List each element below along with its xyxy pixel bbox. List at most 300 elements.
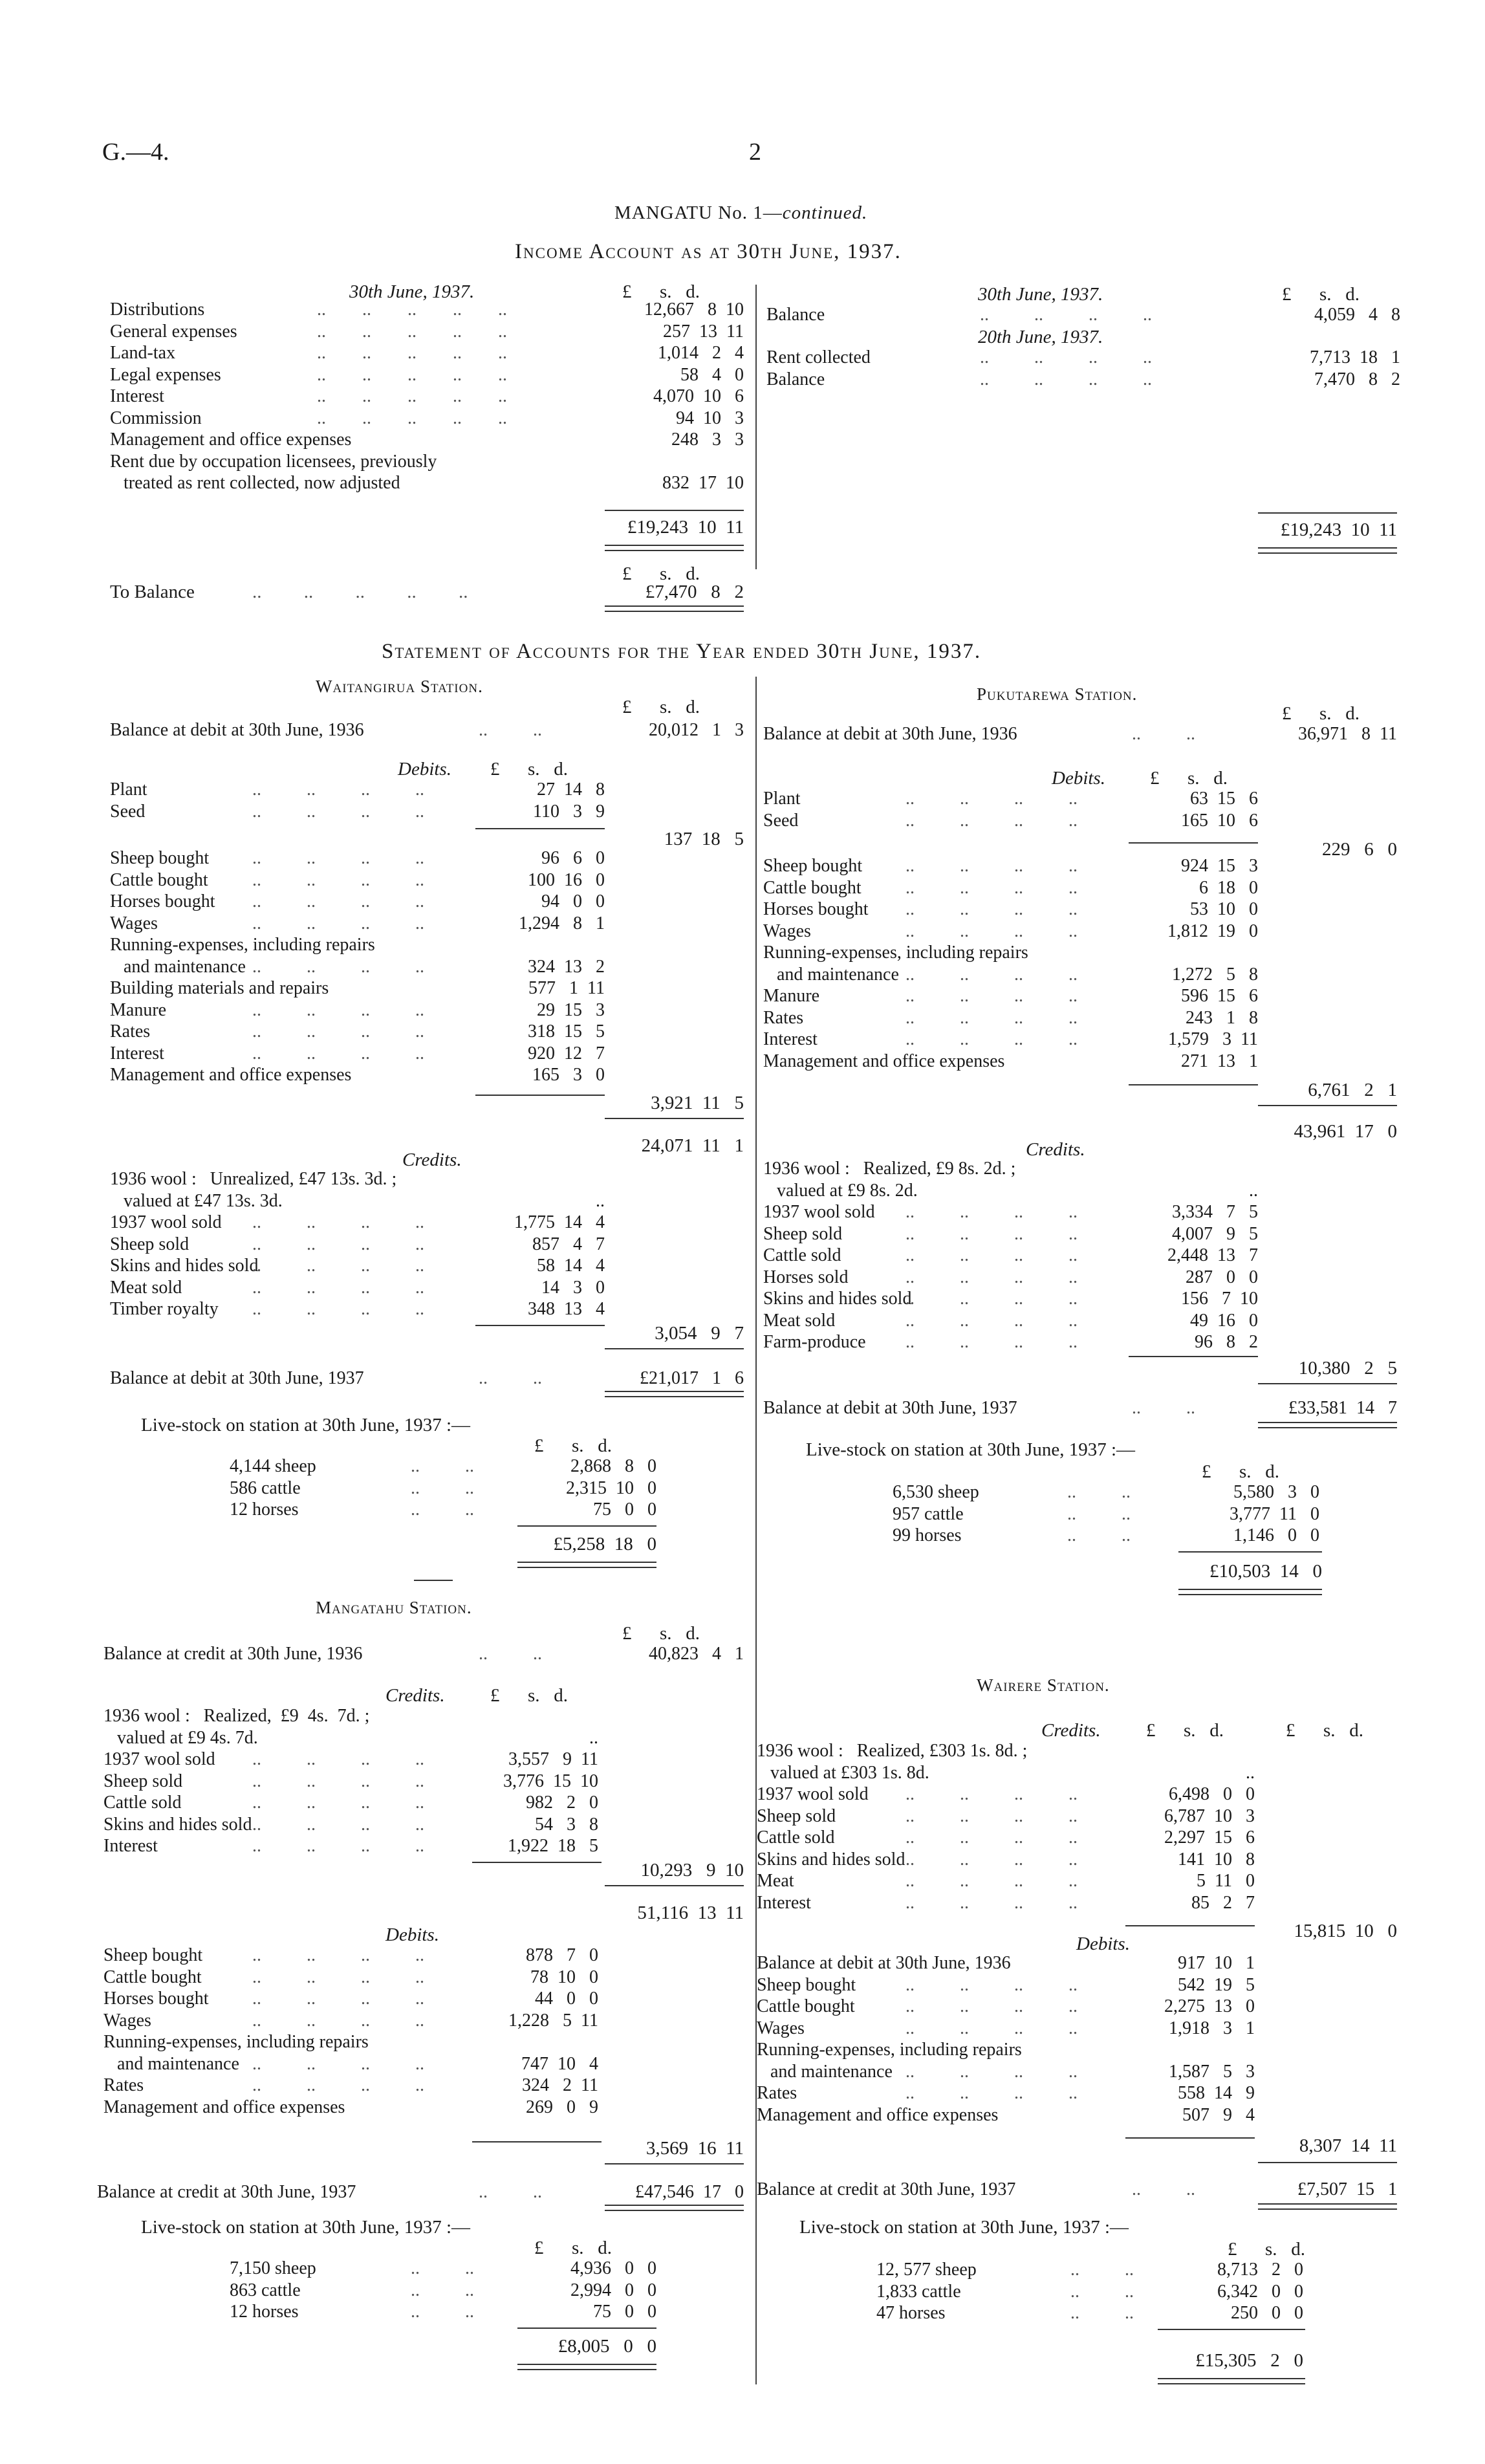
ledger-row-label: Wages bbox=[757, 2018, 805, 2038]
ledger-row bbox=[103, 2031, 744, 2053]
ledger-row-label: 7,150 sheep bbox=[230, 2258, 316, 2278]
wairere-credits-heading: Credits. bbox=[1041, 1720, 1101, 1741]
currency-header: £ s. d. bbox=[490, 1685, 569, 1706]
ledger-row bbox=[110, 1212, 744, 1234]
wairere-title: Wairere Station. bbox=[977, 1675, 1110, 1695]
leader-dots: .. .. .. .. bbox=[905, 1332, 1078, 1352]
leader-dots: .. .. .. .. bbox=[905, 899, 1078, 919]
ledger-row-label: Management and office expenses bbox=[757, 2104, 999, 2125]
mangatahu-subtotal: 51,116 13 11 bbox=[637, 1903, 744, 1923]
ledger-row bbox=[110, 999, 744, 1021]
ledger-row-label: Meat sold bbox=[110, 1277, 182, 1298]
leader-dots: .. .. .. .. bbox=[905, 1289, 1078, 1309]
ledger-row-amount: 917 10 1 bbox=[1178, 1953, 1255, 1973]
leader-dots: .. .. .. .. bbox=[905, 2061, 1078, 2082]
ledger-row-label: 863 cattle bbox=[230, 2280, 301, 2300]
leader-dots: .. .. .. .. bbox=[905, 986, 1078, 1006]
leader-dots: .. .. bbox=[411, 2258, 474, 2278]
ledger-row-amount: 1,587 5 3 bbox=[1169, 2061, 1255, 2082]
double-rule bbox=[517, 1562, 656, 1568]
ledger-row bbox=[876, 2302, 1303, 2324]
ledger-row-label: 957 cattle bbox=[893, 1503, 964, 1524]
leader-dots: .. .. .. .. .. bbox=[317, 300, 507, 320]
ledger-row-amount: £7,507 15 1 bbox=[1297, 2179, 1397, 2199]
leader-dots: .. .. .. .. bbox=[905, 856, 1078, 876]
ledger-row bbox=[893, 1481, 1319, 1503]
rule bbox=[1178, 1551, 1322, 1553]
ledger-row-label: Meat bbox=[757, 1871, 794, 1891]
ledger-row-amount: 324 13 2 bbox=[528, 956, 605, 977]
ledger-row-amount: 4,936 0 0 bbox=[570, 2258, 656, 2278]
leader-dots: .. .. .. .. bbox=[980, 347, 1152, 367]
ledger-row-amount: 7,713 18 1 bbox=[1310, 347, 1400, 367]
leader-dots: .. .. .. .. bbox=[252, 1967, 424, 1987]
ledger-row-label: Cattle sold bbox=[757, 1827, 835, 1848]
ledger-row bbox=[110, 1021, 744, 1043]
ledger-row-amount: 243 1 8 bbox=[1186, 1007, 1258, 1028]
pukutarewa-livestock-total: £10,503 14 0 bbox=[1209, 1561, 1322, 1582]
ledger-row-label: Meat sold bbox=[763, 1310, 836, 1331]
leader-dots: .. .. bbox=[479, 720, 542, 740]
ledger-row-label: Cattle bought bbox=[110, 869, 208, 890]
ledger-row-amount: 2,868 8 0 bbox=[570, 1456, 656, 1476]
ledger-row-label: Running-expenses, including repairs bbox=[763, 943, 1028, 963]
ledger-row-amount: 5,580 3 0 bbox=[1233, 1482, 1319, 1502]
ledger-row-amount: 3,777 11 0 bbox=[1230, 1503, 1319, 1524]
leader-dots: .. .. .. .. bbox=[905, 1245, 1078, 1265]
leader-dots: .. .. .. .. bbox=[252, 1212, 424, 1232]
leader-dots: .. .. .. .. bbox=[252, 1836, 424, 1856]
ledger-row-label: Sheep sold bbox=[757, 1805, 836, 1826]
ledger-row bbox=[110, 429, 744, 451]
leader-dots: .. .. .. .. bbox=[905, 1974, 1078, 1995]
leader-dots: .. .. .. .. bbox=[905, 1827, 1078, 1848]
ledger-row-label: Interest bbox=[757, 1892, 811, 1913]
ledger-row bbox=[110, 869, 744, 891]
income-to-balance-currency: £ s. d. bbox=[622, 563, 700, 584]
ledger-row-amount: 58 14 4 bbox=[537, 1256, 605, 1276]
leader-dots: .. .. .. .. bbox=[905, 964, 1078, 985]
ledger-row-label: 12 horses bbox=[230, 1499, 299, 1520]
leader-dots: .. .. .. .. bbox=[905, 877, 1078, 898]
ledger-row bbox=[763, 1007, 1397, 1029]
currency-header: £ s. d. bbox=[534, 2238, 612, 2258]
ledger-row bbox=[230, 1456, 656, 1477]
waitangirua-debits-heading: Debits. bbox=[398, 759, 451, 780]
income-right-total: £19,243 10 11 bbox=[1280, 519, 1397, 540]
column-divider bbox=[755, 677, 757, 2384]
leader-dots: .. .. .. .. bbox=[252, 956, 424, 977]
ledger-row-amount: .. bbox=[1249, 1180, 1258, 1201]
leader-dots: .. .. .. .. bbox=[252, 1256, 424, 1276]
leader-dots: .. .. .. .. .. bbox=[252, 582, 468, 602]
pukutarewa-group1-total: 229 6 0 bbox=[1322, 839, 1397, 860]
ledger-row-amount: 94 0 0 bbox=[541, 891, 605, 911]
rule bbox=[1129, 1084, 1258, 1085]
ledger-row-amount: 1,812 19 0 bbox=[1167, 921, 1258, 941]
leader-dots: .. .. .. .. bbox=[905, 1892, 1078, 1913]
leader-dots: .. .. .. .. bbox=[252, 891, 424, 911]
ledger-row bbox=[103, 1643, 744, 1665]
rule bbox=[517, 1525, 656, 1527]
ledger-row-label: 6,530 sheep bbox=[893, 1482, 979, 1502]
rule bbox=[1258, 2162, 1397, 2163]
ledger-row-amount: 6 18 0 bbox=[1199, 877, 1258, 898]
ledger-row-label: Sheep sold bbox=[763, 1223, 843, 1244]
ledger-row-amount: 85 2 7 bbox=[1191, 1892, 1255, 1913]
ledger-row bbox=[110, 934, 744, 956]
ledger-row-amount: 7,470 8 2 bbox=[1314, 369, 1400, 389]
ledger-row bbox=[103, 1705, 744, 1727]
ledger-row-amount: 96 8 2 bbox=[1195, 1332, 1258, 1352]
ledger-row bbox=[103, 1835, 744, 1857]
ledger-row bbox=[230, 1477, 656, 1499]
mangatahu-livestock-total: £8,005 0 0 bbox=[558, 2336, 656, 2357]
ledger-row-label: 1937 wool sold bbox=[110, 1212, 222, 1232]
leader-dots: .. .. .. .. bbox=[905, 1007, 1078, 1028]
leader-dots: .. .. .. .. bbox=[252, 1749, 424, 1769]
currency-header: £ s. d. bbox=[622, 1623, 700, 1644]
rule bbox=[1129, 842, 1258, 844]
ledger-row-amount: 596 15 6 bbox=[1181, 986, 1258, 1006]
mangatahu-debits-total: 3,569 16 11 bbox=[645, 2138, 744, 2159]
ledger-row bbox=[763, 942, 1397, 964]
ledger-row bbox=[876, 2281, 1303, 2303]
ledger-row-label: 47 horses bbox=[876, 2303, 946, 2323]
wairere-livestock-total: £15,305 2 0 bbox=[1195, 2350, 1303, 2371]
ledger-row-label: Cattle sold bbox=[103, 1793, 182, 1813]
ledger-row bbox=[763, 723, 1397, 745]
ledger-row bbox=[230, 2301, 656, 2323]
leader-dots: .. .. .. .. bbox=[252, 1793, 424, 1813]
ledger-row bbox=[110, 386, 744, 408]
double-rule bbox=[1258, 547, 1397, 554]
leader-dots: .. .. .. .. .. bbox=[317, 386, 507, 406]
ledger-row bbox=[110, 1277, 744, 1299]
pukutarewa-credits-heading: Credits. bbox=[1026, 1139, 1085, 1160]
currency-header: £ s. d. bbox=[1146, 1720, 1224, 1741]
ledger-row-label: Sheep bought bbox=[763, 856, 863, 876]
ledger-row-amount: 100 16 0 bbox=[528, 869, 605, 890]
leader-dots: .. .. .. .. bbox=[980, 369, 1152, 389]
separator bbox=[414, 1580, 453, 1581]
leader-dots: .. .. bbox=[411, 2302, 474, 2322]
ledger-row-amount: 287 0 0 bbox=[1186, 1267, 1258, 1287]
waitangirua-credits-total: 3,054 9 7 bbox=[655, 1323, 744, 1344]
ledger-row-label: Skins and hides sold bbox=[110, 1256, 259, 1276]
ledger-row bbox=[103, 2010, 744, 2032]
ledger-row-amount: 141 10 8 bbox=[1178, 1849, 1255, 1870]
ledger-row bbox=[110, 779, 744, 801]
ledger-row-label: Balance at debit at 30th June, 1936 bbox=[757, 1953, 1011, 1973]
ledger-row-amount: £33,581 14 7 bbox=[1288, 1398, 1397, 1418]
ledger-row bbox=[763, 1180, 1397, 1202]
ledger-row-amount: 54 3 8 bbox=[535, 1814, 598, 1835]
ledger-row-amount: 63 15 6 bbox=[1190, 789, 1258, 809]
ledger-row bbox=[110, 719, 744, 741]
ledger-row-amount: 3,334 7 5 bbox=[1172, 1202, 1258, 1222]
ledger-row-amount: .. bbox=[1246, 1762, 1255, 1783]
ledger-row-amount: 1,228 5 11 bbox=[508, 2010, 598, 2031]
ledger-row bbox=[757, 1805, 1397, 1827]
ledger-row-amount: 1,294 8 1 bbox=[519, 913, 605, 933]
leader-dots: .. .. .. .. bbox=[905, 1784, 1078, 1804]
ledger-row bbox=[893, 1525, 1319, 1547]
ledger-row-label: Distributions bbox=[110, 300, 205, 320]
ledger-row-amount: 2,315 10 0 bbox=[566, 1477, 656, 1498]
ledger-row bbox=[763, 1288, 1397, 1310]
ledger-row-amount: 27 14 8 bbox=[537, 780, 605, 800]
ledger-row-label: Balance at debit at 30th June, 1936 bbox=[110, 720, 364, 740]
leader-dots: .. .. .. .. bbox=[905, 1849, 1078, 1870]
ledger-row-label: Horses sold bbox=[763, 1267, 849, 1287]
leader-dots: .. .. .. .. bbox=[905, 1805, 1078, 1826]
ledger-row-amount: 2,297 15 6 bbox=[1164, 1827, 1255, 1848]
ledger-row-label: Land-tax bbox=[110, 343, 176, 363]
ledger-row-amount: 6,342 0 0 bbox=[1217, 2281, 1303, 2302]
ledger-row bbox=[763, 1201, 1397, 1223]
waitangirua-credits-heading: Credits. bbox=[402, 1150, 462, 1170]
currency-header: £ s. d. bbox=[490, 759, 569, 780]
ledger-row-label: valued at £9 8s. 2d. bbox=[763, 1180, 918, 1201]
ledger-row-amount: 318 15 5 bbox=[528, 1021, 605, 1041]
ledger-row bbox=[230, 2280, 656, 2302]
ledger-row-label: Legal expenses bbox=[110, 364, 221, 385]
leader-dots: .. .. bbox=[411, 1456, 474, 1476]
ledger-row-label: and maintenance bbox=[757, 2061, 893, 2082]
ledger-row bbox=[103, 1749, 744, 1771]
leader-dots: .. .. bbox=[1132, 724, 1195, 744]
leader-dots: .. .. .. .. .. bbox=[317, 364, 507, 385]
ledger-row bbox=[757, 1974, 1397, 1996]
ledger-row bbox=[763, 1158, 1397, 1180]
mangatahu-livestock-heading: Live-stock on station at 30th June, 1937 :— bbox=[141, 2217, 471, 2238]
ledger-row-amount: 250 0 0 bbox=[1231, 2303, 1303, 2323]
ledger-row bbox=[110, 472, 744, 494]
ledger-row-amount: 257 13 11 bbox=[663, 321, 744, 342]
leader-dots: .. .. .. .. bbox=[905, 1029, 1078, 1049]
ledger-row bbox=[763, 788, 1397, 810]
double-rule bbox=[605, 2205, 744, 2211]
ledger-row bbox=[110, 1298, 744, 1320]
ledger-row-amount: 1,918 3 1 bbox=[1169, 2018, 1255, 2038]
leader-dots: .. .. .. .. bbox=[252, 801, 424, 822]
ledger-row bbox=[110, 956, 744, 978]
ledger-row-label: Cattle sold bbox=[763, 1245, 841, 1265]
rule bbox=[517, 2328, 656, 2329]
ledger-row-amount: 920 12 7 bbox=[528, 1043, 605, 1063]
ledger-row-label: Interest bbox=[103, 1836, 158, 1856]
income-right-date-2: 20th June, 1937. bbox=[978, 327, 1103, 347]
ledger-row-amount: 878 7 0 bbox=[526, 1945, 598, 1965]
ledger-row-label: Seed bbox=[110, 801, 146, 822]
leader-dots: .. .. bbox=[1067, 1525, 1131, 1545]
leader-dots: .. .. .. .. bbox=[905, 1996, 1078, 2016]
leader-dots: .. .. .. .. bbox=[252, 2053, 424, 2074]
ledger-row bbox=[766, 347, 1400, 369]
rule bbox=[475, 1325, 605, 1326]
ledger-row bbox=[757, 1870, 1397, 1892]
ledger-row-amount: 2,275 13 0 bbox=[1164, 1996, 1255, 2016]
leader-dots: .. .. .. .. bbox=[905, 921, 1078, 941]
ledger-row bbox=[763, 1310, 1397, 1332]
ledger-row-amount: 4,007 9 5 bbox=[1172, 1223, 1258, 1244]
ledger-row-label: 1937 wool sold bbox=[757, 1784, 869, 1804]
page-reference: G.—4. bbox=[102, 138, 169, 166]
wairere-livestock-heading: Live-stock on station at 30th June, 1937 :— bbox=[799, 2217, 1129, 2238]
ledger-row bbox=[757, 1762, 1397, 1784]
ledger-row-amount: 1,922 18 5 bbox=[508, 1836, 598, 1856]
ledger-row-amount: 53 10 0 bbox=[1190, 899, 1258, 919]
ledger-row-label: 586 cattle bbox=[230, 1477, 301, 1498]
ledger-row-label: Rent collected bbox=[766, 347, 871, 367]
rule bbox=[1258, 1105, 1397, 1106]
ledger-row-amount: 6,787 10 3 bbox=[1164, 1805, 1255, 1826]
ledger-row bbox=[766, 369, 1400, 391]
ledger-row-amount: 1,146 0 0 bbox=[1233, 1525, 1319, 1545]
ledger-row bbox=[763, 855, 1397, 877]
ledger-row bbox=[103, 1771, 744, 1793]
ledger-row-label: 1936 wool : Unrealized, £47 13s. 3d. ; bbox=[110, 1169, 397, 1189]
pukutarewa-livestock-heading: Live-stock on station at 30th June, 1937 :— bbox=[806, 1439, 1136, 1460]
ledger-row-amount: 14 3 0 bbox=[541, 1277, 605, 1298]
leader-dots: .. .. .. .. .. bbox=[317, 321, 507, 342]
leader-dots: .. .. bbox=[1070, 2303, 1134, 2323]
leader-dots: .. .. .. .. bbox=[252, 1989, 424, 2009]
leader-dots: .. .. .. .. bbox=[905, 789, 1078, 809]
ledger-row bbox=[757, 1849, 1397, 1871]
ledger-row-amount: 1,775 14 4 bbox=[514, 1212, 605, 1232]
ledger-row-amount: 271 13 1 bbox=[1181, 1051, 1258, 1071]
ledger-row bbox=[103, 1792, 744, 1814]
double-rule bbox=[1258, 1422, 1397, 1428]
ledger-row-label: Manure bbox=[110, 999, 167, 1020]
ledger-row-label: 1936 wool : Realized, £9 4s. 7d. ; bbox=[103, 1706, 370, 1726]
ledger-row bbox=[763, 1223, 1397, 1245]
to-balance-label: To Balance bbox=[110, 582, 195, 602]
leader-dots: .. .. .. .. bbox=[905, 1223, 1078, 1244]
ledger-row-label: and maintenance bbox=[763, 964, 899, 985]
ledger-row bbox=[757, 1740, 1397, 1762]
ledger-row bbox=[763, 899, 1397, 921]
ledger-row-label: 1,833 cattle bbox=[876, 2281, 961, 2302]
ledger-row-amount: 348 13 4 bbox=[528, 1299, 605, 1319]
ledger-row-amount: 36,971 8 11 bbox=[1298, 724, 1397, 744]
ledger-row bbox=[110, 1190, 744, 1212]
rule bbox=[1129, 1356, 1258, 1357]
ledger-row-label: Balance at debit at 30th June, 1936 bbox=[763, 724, 1017, 744]
ledger-row-amount: 2,994 0 0 bbox=[570, 2280, 656, 2300]
ledger-row bbox=[763, 985, 1397, 1007]
ledger-row-label: 99 horses bbox=[893, 1525, 962, 1545]
ledger-row-label: Farm-produce bbox=[763, 1332, 866, 1352]
ledger-row-amount: .. bbox=[596, 1190, 605, 1211]
ledger-row bbox=[763, 1245, 1397, 1267]
leader-dots: .. .. .. .. bbox=[980, 305, 1152, 325]
running-title: MANGATU No. 1—continued. bbox=[614, 202, 868, 223]
ledger-row-amount: 96 6 0 bbox=[541, 848, 605, 868]
ledger-row-amount: 3,557 9 11 bbox=[508, 1749, 598, 1769]
ledger-row-label: Balance at credit at 30th June, 1937 bbox=[757, 2179, 1016, 2199]
leader-dots: .. .. .. .. bbox=[252, 1771, 424, 1791]
ledger-row-amount: 248 3 3 bbox=[671, 430, 744, 450]
leader-dots: .. .. bbox=[479, 1644, 542, 1664]
ledger-row bbox=[757, 2061, 1397, 2083]
ledger-row-label: 1936 wool : Realized, £9 8s. 2d. ; bbox=[763, 1159, 1016, 1179]
ledger-row-amount: 49 16 0 bbox=[1190, 1310, 1258, 1331]
leader-dots: .. .. bbox=[411, 1477, 474, 1498]
ledger-row bbox=[757, 2104, 1397, 2126]
ledger-row bbox=[103, 2075, 744, 2097]
rule bbox=[1125, 1925, 1255, 1926]
ledger-row bbox=[103, 1814, 744, 1836]
ledger-row bbox=[763, 1331, 1397, 1353]
leader-dots: .. .. .. .. bbox=[252, 913, 424, 933]
wairere-debits-total: 8,307 14 11 bbox=[1299, 2135, 1397, 2156]
rule bbox=[1258, 1383, 1397, 1384]
rule bbox=[605, 1885, 744, 1886]
ledger-row bbox=[110, 1168, 744, 1190]
leader-dots: .. .. bbox=[479, 2182, 542, 2202]
ledger-row-label: and maintenance bbox=[103, 2053, 239, 2074]
ledger-row-label: Plant bbox=[110, 780, 147, 800]
ledger-row-label: Balance bbox=[766, 305, 825, 325]
ledger-row-label: 1937 wool sold bbox=[103, 1749, 215, 1769]
ledger-row bbox=[230, 1499, 656, 1521]
ledger-row-amount: 2,448 13 7 bbox=[1167, 1245, 1258, 1265]
ledger-row-amount: 324 2 11 bbox=[522, 2075, 598, 2095]
ledger-row bbox=[893, 1503, 1319, 1525]
ledger-row-label: Running-expenses, including repairs bbox=[757, 2040, 1022, 2060]
ledger-row bbox=[110, 1043, 744, 1065]
ledger-row bbox=[757, 1827, 1397, 1849]
leader-dots: .. .. .. .. bbox=[252, 1021, 424, 1041]
ledger-row-amount: 1,579 3 11 bbox=[1168, 1029, 1258, 1049]
ledger-row-label: Building materials and repairs bbox=[110, 978, 329, 998]
leader-dots: .. .. .. .. bbox=[252, 780, 424, 800]
leader-dots: .. .. .. .. .. bbox=[317, 408, 507, 428]
ledger-row bbox=[110, 364, 744, 386]
ledger-row-amount: 165 3 0 bbox=[532, 1065, 605, 1085]
ledger-row-label: Sheep sold bbox=[103, 1771, 183, 1791]
mangatahu-credits-heading: Credits. bbox=[385, 1685, 445, 1706]
pukutarewa-subtotal: 43,961 17 0 bbox=[1294, 1121, 1397, 1142]
ledger-row-amount: 156 7 10 bbox=[1181, 1289, 1258, 1309]
ledger-row-label: Management and office expenses bbox=[110, 1065, 352, 1085]
mangatahu-title: Mangatahu Station. bbox=[316, 1598, 472, 1617]
ledger-row-label: Commission bbox=[110, 408, 202, 428]
ledger-row bbox=[757, 1952, 1397, 1974]
ledger-row-label: Management and office expenses bbox=[110, 430, 352, 450]
ledger-row bbox=[97, 2181, 744, 2203]
leader-dots: .. .. .. .. bbox=[905, 1267, 1078, 1287]
ledger-row bbox=[110, 299, 744, 321]
leader-dots: .. .. bbox=[1070, 2260, 1134, 2280]
ledger-row-amount: 75 0 0 bbox=[593, 2302, 656, 2322]
leader-dots: .. .. .. .. bbox=[252, 1277, 424, 1298]
ledger-row-amount: 29 15 3 bbox=[537, 999, 605, 1020]
ledger-row-amount: 1,272 5 8 bbox=[1172, 964, 1258, 985]
waitangirua-title: Waitangirua Station. bbox=[316, 677, 483, 696]
ledger-row-amount: 924 15 3 bbox=[1181, 856, 1258, 876]
ledger-row-label: Wages bbox=[103, 2010, 151, 2031]
leader-dots: .. .. .. .. bbox=[252, 869, 424, 890]
ledger-row-label: Interest bbox=[110, 1043, 164, 1063]
ledger-row-label: Balance at credit at 30th June, 1936 bbox=[103, 1644, 363, 1664]
ledger-row-label: 1937 wool sold bbox=[763, 1202, 875, 1222]
statement-title: Statement of Accounts for the Year ended 30th June, 1937. bbox=[382, 640, 982, 663]
leader-dots: .. .. .. .. bbox=[252, 1299, 424, 1319]
